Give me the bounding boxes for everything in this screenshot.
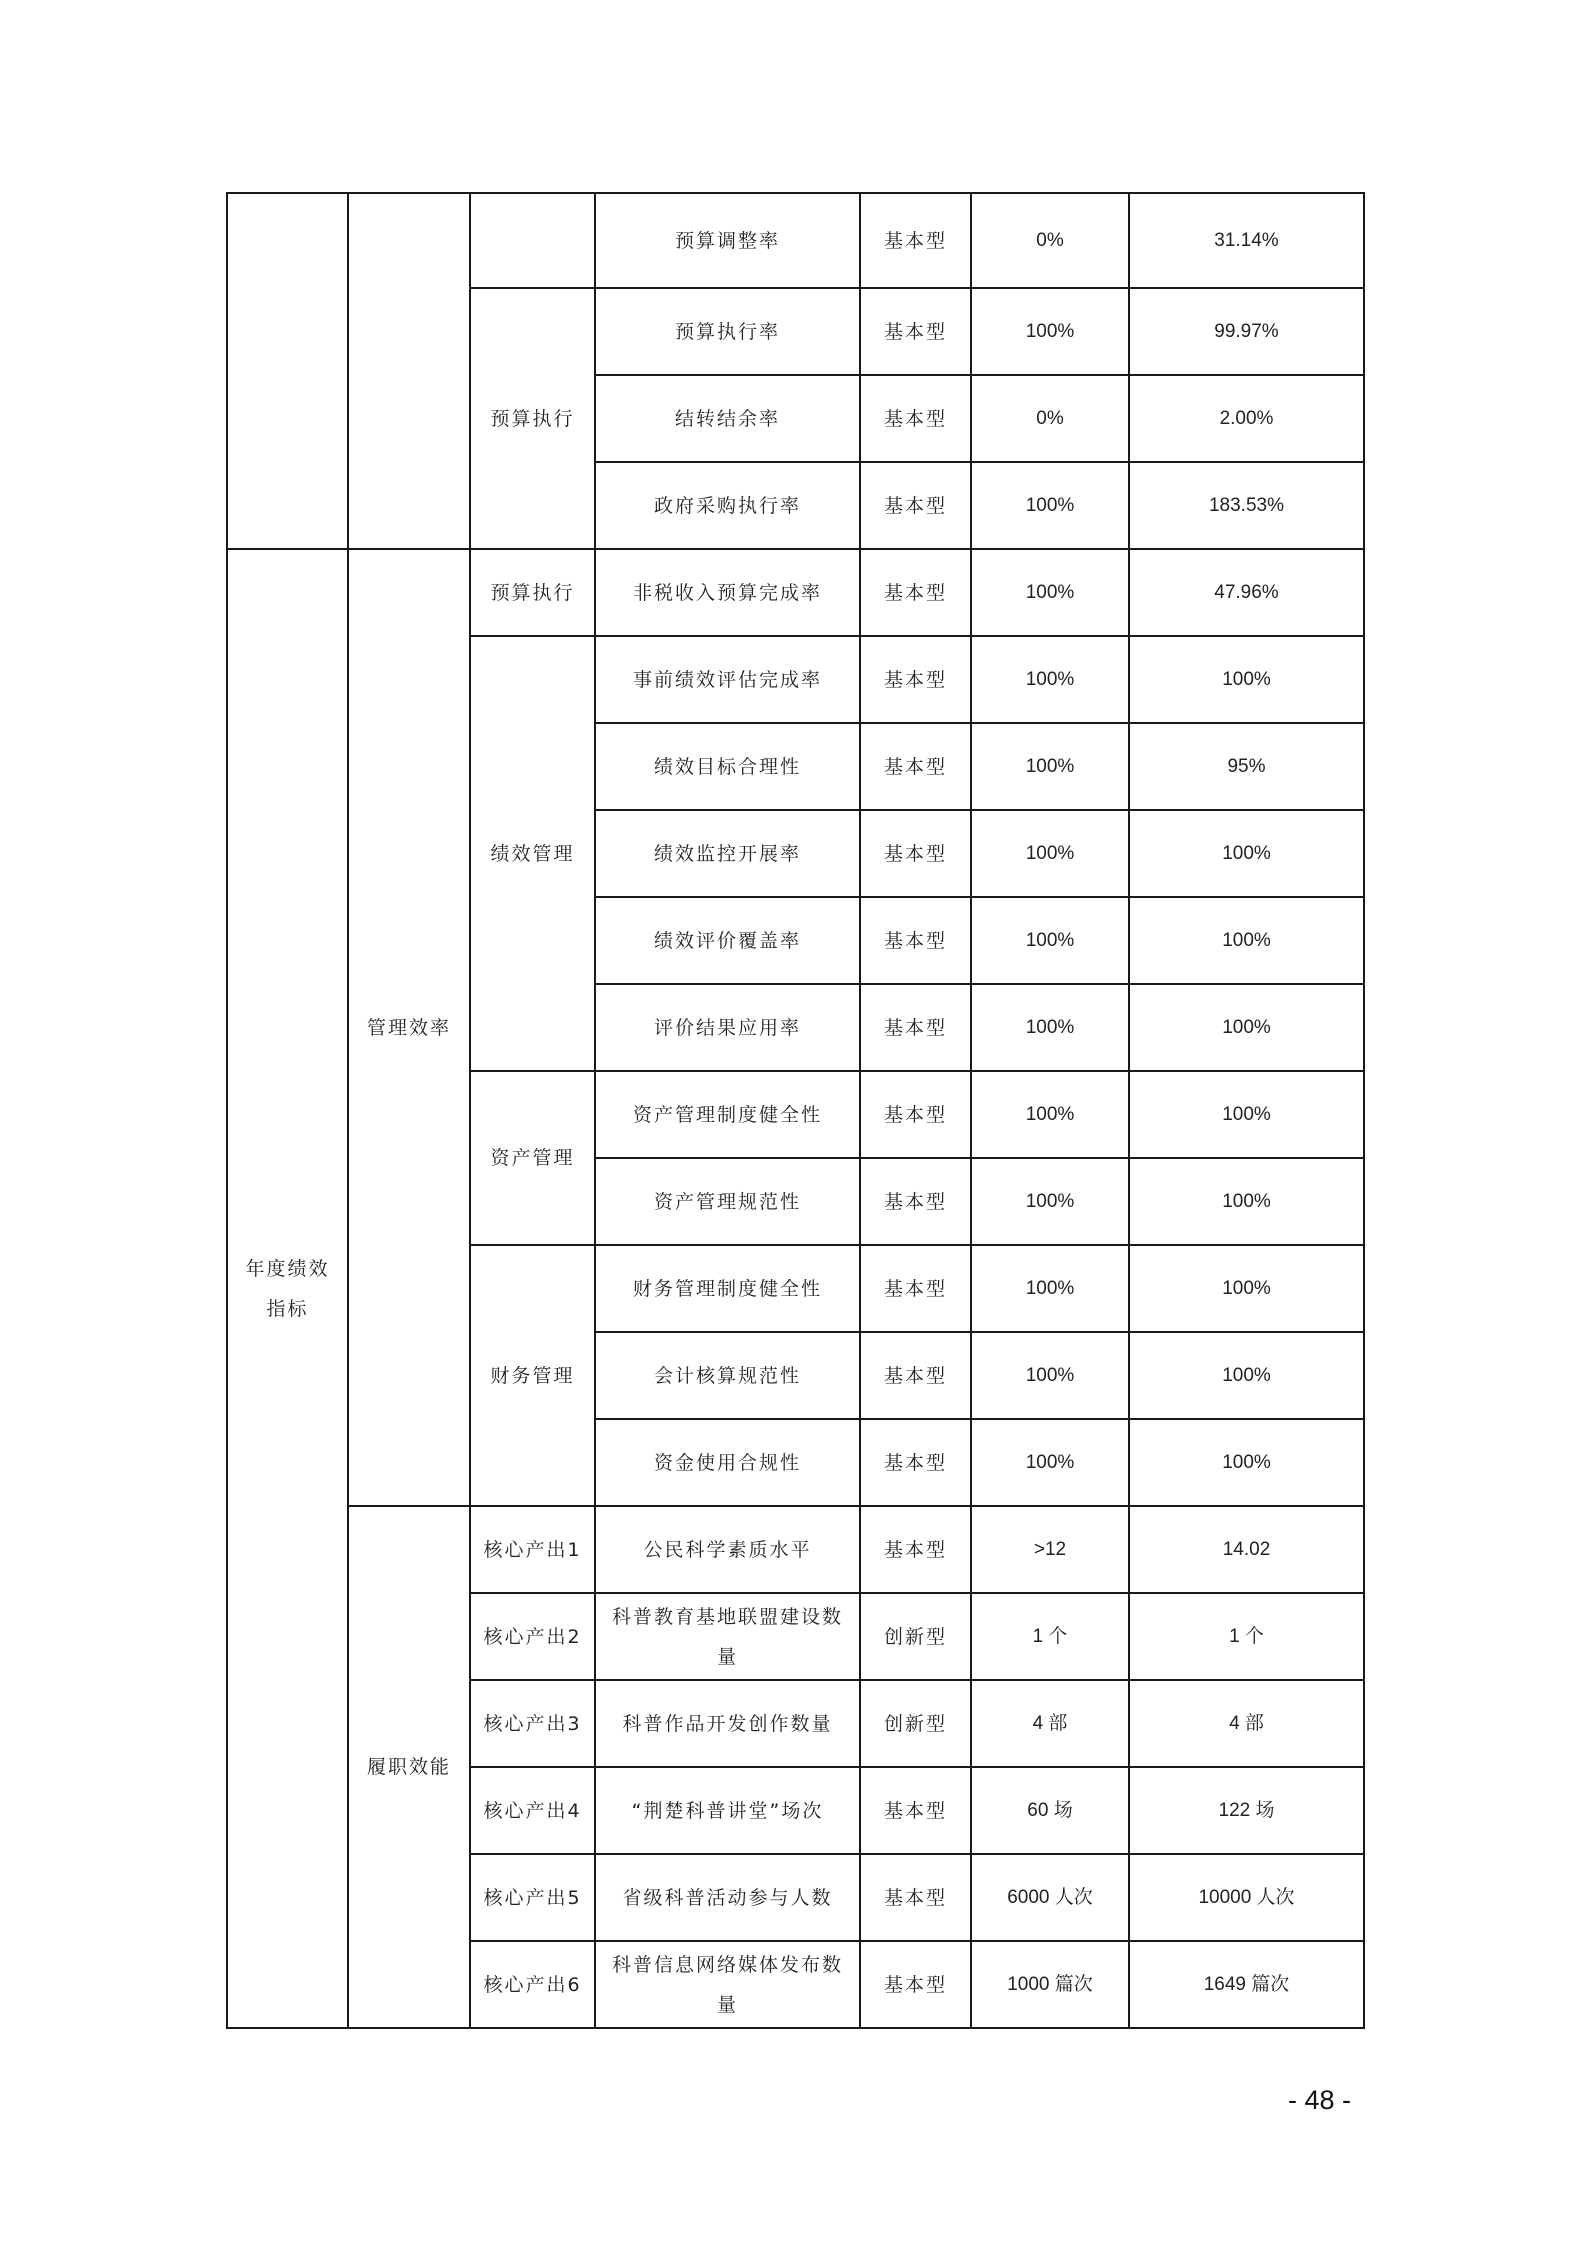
target-cell: 100% xyxy=(971,1419,1129,1506)
table-row xyxy=(227,1506,1364,1593)
level2-indicator-cell: 履职效能 xyxy=(348,1506,470,2028)
actual-cell: 100% xyxy=(1129,810,1364,897)
indicator-cell: 绩效评价覆盖率 xyxy=(595,897,860,984)
target-cell: 100% xyxy=(971,723,1129,810)
target-cell: 0% xyxy=(971,193,1129,288)
sub-indicator-cell: 预算执行 xyxy=(470,549,595,636)
sub-indicator-cell: 绩效管理 xyxy=(470,636,595,1071)
type-cell: 基本型 xyxy=(860,1941,971,2028)
actual-cell: 2.00% xyxy=(1129,375,1364,462)
indicator-cell: 会计核算规范性 xyxy=(595,1332,860,1419)
type-cell: 基本型 xyxy=(860,984,971,1071)
target-cell: 100% xyxy=(971,1245,1129,1332)
type-cell: 基本型 xyxy=(860,1245,971,1332)
actual-cell: 100% xyxy=(1129,1071,1364,1158)
table-row xyxy=(227,549,1364,636)
actual-cell: 183.53% xyxy=(1129,462,1364,549)
target-cell: 100% xyxy=(971,636,1129,723)
actual-cell: 99.97% xyxy=(1129,288,1364,375)
target-cell: 100% xyxy=(971,1332,1129,1419)
target-cell: 4 部 xyxy=(971,1680,1129,1767)
indicator-cell: 科普信息网络媒体发布数量 xyxy=(595,1941,860,2028)
type-cell: 基本型 xyxy=(860,810,971,897)
actual-cell: 47.96% xyxy=(1129,549,1364,636)
indicator-cell: 财务管理制度健全性 xyxy=(595,1245,860,1332)
indicator-cell: 资金使用合规性 xyxy=(595,1419,860,1506)
indicator-cell: 预算调整率 xyxy=(595,193,860,288)
target-cell: 6000 人次 xyxy=(971,1854,1129,1941)
actual-cell: 10000 人次 xyxy=(1129,1854,1364,1941)
type-cell: 基本型 xyxy=(860,1332,971,1419)
actual-cell: 100% xyxy=(1129,1245,1364,1332)
target-cell: 100% xyxy=(971,288,1129,375)
type-cell: 基本型 xyxy=(860,1158,971,1245)
type-cell: 基本型 xyxy=(860,462,971,549)
actual-cell: 122 场 xyxy=(1129,1767,1364,1854)
type-cell: 基本型 xyxy=(860,1854,971,1941)
type-cell: 基本型 xyxy=(860,636,971,723)
actual-cell: 100% xyxy=(1129,1419,1364,1506)
type-cell: 基本型 xyxy=(860,193,971,288)
target-cell: 100% xyxy=(971,897,1129,984)
indicator-cell: 绩效监控开展率 xyxy=(595,810,860,897)
blank-cell xyxy=(227,193,348,549)
target-cell: 100% xyxy=(971,1158,1129,1245)
blank-cell xyxy=(348,193,470,549)
sub-indicator-cell: 预算执行 xyxy=(470,288,595,549)
target-cell: 1 个 xyxy=(971,1593,1129,1680)
blank-cell xyxy=(470,193,595,288)
indicator-cell: 预算执行率 xyxy=(595,288,860,375)
sub-indicator-cell: 核心产出3 xyxy=(470,1680,595,1767)
actual-cell: 100% xyxy=(1129,636,1364,723)
type-cell: 基本型 xyxy=(860,723,971,810)
sub-indicator-cell: 财务管理 xyxy=(470,1245,595,1506)
indicator-cell: 绩效目标合理性 xyxy=(595,723,860,810)
actual-cell: 31.14% xyxy=(1129,193,1364,288)
target-cell: 1000 篇次 xyxy=(971,1941,1129,2028)
actual-cell: 100% xyxy=(1129,984,1364,1071)
actual-cell: 100% xyxy=(1129,1332,1364,1419)
indicator-cell: 资产管理规范性 xyxy=(595,1158,860,1245)
level1-indicator-cell: 年度绩效指标 xyxy=(227,549,348,2028)
actual-cell: 1649 篇次 xyxy=(1129,1941,1364,2028)
level2-indicator-cell: 管理效率 xyxy=(348,549,470,1506)
sub-indicator-cell: 核心产出1 xyxy=(470,1506,595,1593)
target-cell: 100% xyxy=(971,462,1129,549)
target-cell: >12 xyxy=(971,1506,1129,1593)
type-cell: 基本型 xyxy=(860,1419,971,1506)
type-cell: 基本型 xyxy=(860,897,971,984)
type-cell: 创新型 xyxy=(860,1593,971,1680)
type-cell: 基本型 xyxy=(860,1506,971,1593)
target-cell: 100% xyxy=(971,549,1129,636)
actual-cell: 4 部 xyxy=(1129,1680,1364,1767)
actual-cell: 14.02 xyxy=(1129,1506,1364,1593)
performance-indicator-table xyxy=(226,192,1365,2029)
type-cell: 基本型 xyxy=(860,549,971,636)
type-cell: 基本型 xyxy=(860,375,971,462)
type-cell: 基本型 xyxy=(860,1071,971,1158)
table-row xyxy=(227,193,1364,288)
sub-indicator-cell: 核心产出5 xyxy=(470,1854,595,1941)
indicator-cell: 非税收入预算完成率 xyxy=(595,549,860,636)
actual-cell: 1 个 xyxy=(1129,1593,1364,1680)
target-cell: 0% xyxy=(971,375,1129,462)
target-cell: 100% xyxy=(971,984,1129,1071)
sub-indicator-cell: 资产管理 xyxy=(470,1071,595,1245)
indicator-cell: 评价结果应用率 xyxy=(595,984,860,1071)
target-cell: 100% xyxy=(971,810,1129,897)
actual-cell: 100% xyxy=(1129,897,1364,984)
indicator-cell: 省级科普活动参与人数 xyxy=(595,1854,860,1941)
target-cell: 60 场 xyxy=(971,1767,1129,1854)
sub-indicator-cell: 核心产出4 xyxy=(470,1767,595,1854)
indicator-cell: 政府采购执行率 xyxy=(595,462,860,549)
type-cell: 基本型 xyxy=(860,1767,971,1854)
indicator-cell: 资产管理制度健全性 xyxy=(595,1071,860,1158)
indicator-cell: 公民科学素质水平 xyxy=(595,1506,860,1593)
page-number: - 48 - xyxy=(1287,2085,1351,2115)
actual-cell: 95% xyxy=(1129,723,1364,810)
target-cell: 100% xyxy=(971,1071,1129,1158)
type-cell: 基本型 xyxy=(860,288,971,375)
indicator-cell: “荆楚科普讲堂”场次 xyxy=(595,1767,860,1854)
sub-indicator-cell: 核心产出6 xyxy=(470,1941,595,2028)
indicator-cell: 事前绩效评估完成率 xyxy=(595,636,860,723)
indicator-cell: 科普教育基地联盟建设数量 xyxy=(595,1593,860,1680)
indicator-cell: 科普作品开发创作数量 xyxy=(595,1680,860,1767)
type-cell: 创新型 xyxy=(860,1680,971,1767)
indicator-cell: 结转结余率 xyxy=(595,375,860,462)
actual-cell: 100% xyxy=(1129,1158,1364,1245)
sub-indicator-cell: 核心产出2 xyxy=(470,1593,595,1680)
